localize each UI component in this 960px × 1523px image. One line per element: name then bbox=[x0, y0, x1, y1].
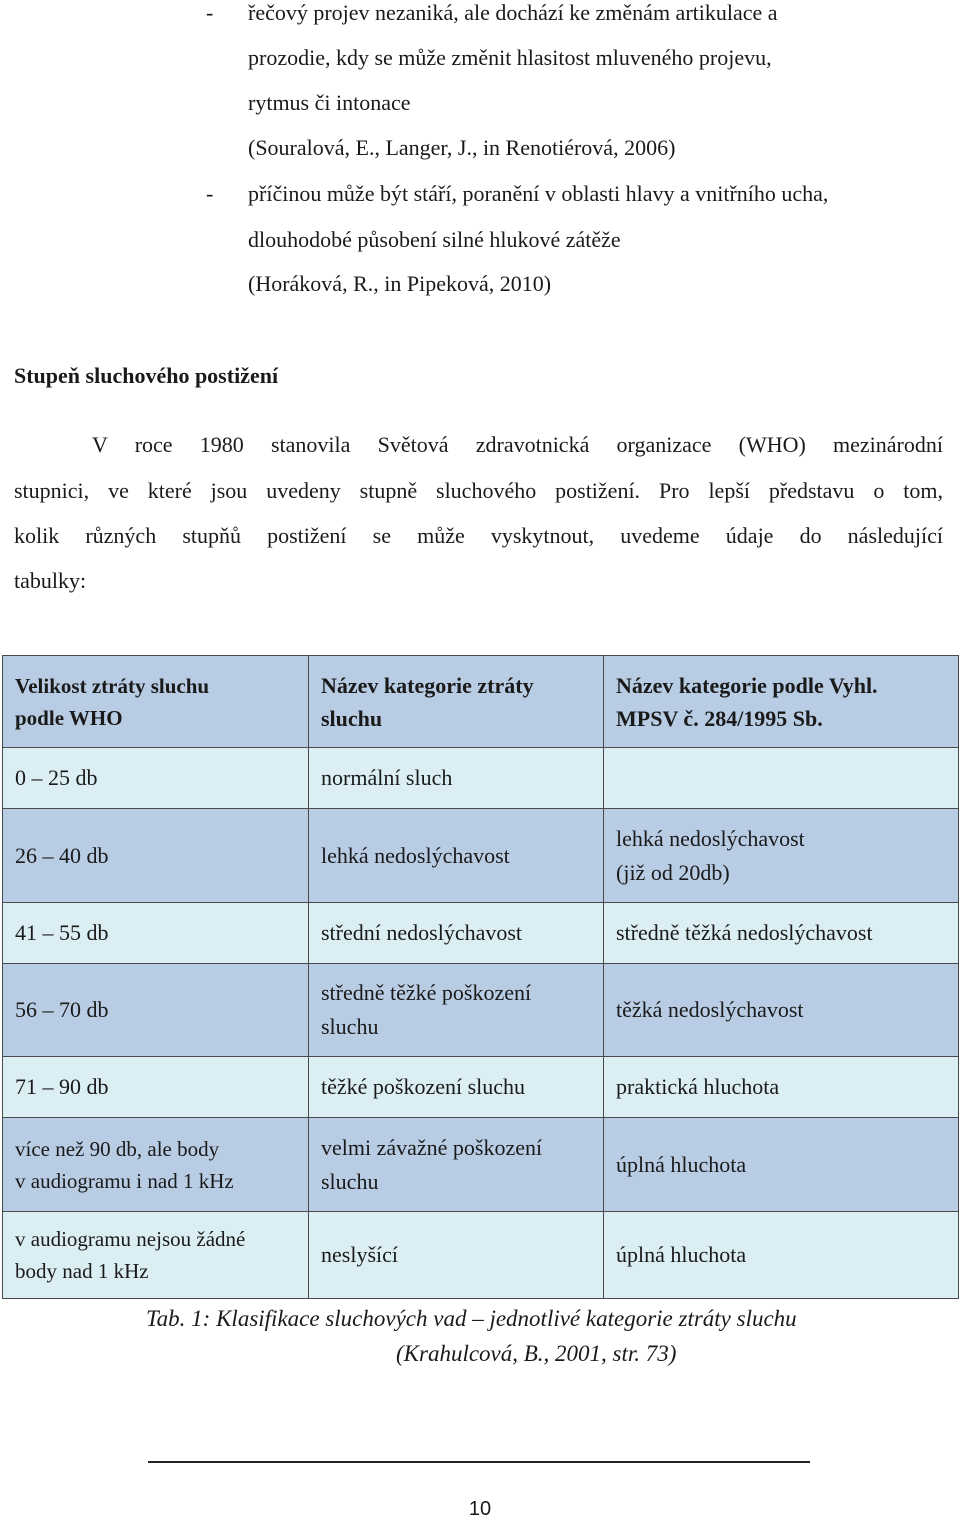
header-line: Název kategorie podle Vyhl. bbox=[616, 672, 878, 698]
header-mpsv-category bbox=[604, 656, 959, 748]
page-number: 10 bbox=[468, 1498, 492, 1520]
table-caption-line-2: (Krahulcová, B., 2001, str. 73) bbox=[396, 1341, 677, 1366]
cell-mpsv-category: středně těžká nedoslýchavost bbox=[604, 903, 959, 964]
table-header-row bbox=[3, 656, 959, 748]
cell-line: středně těžké poškození bbox=[321, 980, 532, 1005]
cell-mpsv-category: úplná hluchota bbox=[604, 1212, 959, 1299]
bullet-1-line-1: řečový projev nezaniká, ale dochází ke změnám artikulace a bbox=[248, 0, 778, 25]
bullet-2-citation: (Horáková, R., in Pipeková, 2010) bbox=[248, 271, 552, 296]
header-line: sluchu bbox=[321, 705, 383, 731]
cell-who-category: střední nedoslýchavost bbox=[309, 903, 604, 964]
paragraph-line: V roce 1980 stanovila Světová zdravotnická organizace (WHO) mezinárodní bbox=[92, 432, 943, 457]
table-caption-line-1: Tab. 1: Klasifikace sluchových vad – jednotlivé kategorie ztráty sluchu bbox=[146, 1306, 797, 1331]
bullet-1-citation: (Souralová, E., Langer, J., in Renotiérová, 2006) bbox=[248, 135, 676, 160]
table-row bbox=[3, 903, 959, 964]
table-row bbox=[3, 748, 959, 809]
cell-loss-range: 0 – 25 db bbox=[3, 748, 309, 809]
cell-mpsv-category bbox=[604, 748, 959, 809]
cell-line: (již od 20db) bbox=[616, 859, 730, 885]
bullet-2-line-1: příčinou může být stáří, poranění v oblasti hlavy a vnitřního ucha, bbox=[248, 181, 829, 206]
table-row bbox=[3, 1118, 959, 1212]
cell-line: sluchu bbox=[321, 1168, 379, 1194]
cell-line: lehká nedoslýchavost bbox=[616, 825, 805, 851]
cell-line: v audiogramu nejsou žádné bbox=[15, 1227, 246, 1251]
header-line: podle WHO bbox=[15, 705, 123, 730]
header-category-name bbox=[309, 656, 604, 748]
cell-loss-range: 41 – 55 db bbox=[3, 903, 309, 964]
cell-mpsv-category bbox=[604, 809, 959, 903]
bullet-dash: - bbox=[206, 181, 214, 206]
table-row bbox=[3, 964, 959, 1057]
bullet-dash: - bbox=[206, 0, 214, 25]
cell-mpsv-category: těžká nedoslýchavost bbox=[604, 964, 959, 1057]
header-who-loss bbox=[3, 656, 309, 748]
bullet-1-line-2: prozodie, kdy se může změnit hlasitost mluveného projevu, bbox=[248, 45, 772, 70]
cell-who-category: normální sluch bbox=[309, 748, 604, 809]
cell-line: v audiogramu i nad 1 kHz bbox=[15, 1168, 234, 1193]
cell-who-category: těžké poškození sluchu bbox=[309, 1057, 604, 1118]
cell-loss-range: 26 – 40 db bbox=[3, 809, 309, 903]
bullet-1-line-3: rytmus či intonace bbox=[248, 90, 411, 115]
cell-loss-range: 56 – 70 db bbox=[3, 964, 309, 1057]
cell-loss-range bbox=[3, 1118, 309, 1212]
header-line: MPSV č. 284/1995 Sb. bbox=[616, 705, 823, 731]
header-line: Název kategorie ztráty bbox=[321, 672, 534, 698]
table-row bbox=[3, 1057, 959, 1118]
cell-mpsv-category: úplná hluchota bbox=[604, 1118, 959, 1212]
cell-who-category: neslyšící bbox=[309, 1212, 604, 1299]
cell-loss-range bbox=[3, 1212, 309, 1299]
hearing-loss-table bbox=[2, 655, 959, 1299]
footer-rule bbox=[148, 1461, 810, 1463]
cell-line: sluchu bbox=[321, 1014, 379, 1039]
table-row bbox=[3, 1212, 959, 1299]
section-heading: Stupeň sluchového postižení bbox=[14, 363, 279, 388]
table-row bbox=[3, 809, 959, 903]
cell-who-category: lehká nedoslýchavost bbox=[309, 809, 604, 903]
paragraph-line: stupnici, ve které jsou uvedeny stupně sluchového postižení. Pro lepší představu o tom, bbox=[14, 478, 943, 503]
cell-loss-range: 71 – 90 db bbox=[3, 1057, 309, 1118]
paragraph-line: kolik různých stupňů postižení se může vyskytnout, uvedeme údaje do následující bbox=[14, 523, 943, 548]
header-line: Velikost ztráty sluchu bbox=[15, 673, 210, 698]
cell-line: velmi závažné poškození bbox=[321, 1134, 543, 1160]
paragraph-line: tabulky: bbox=[14, 568, 87, 593]
cell-line: body nad 1 kHz bbox=[15, 1259, 149, 1283]
cell-line: více než 90 db, ale body bbox=[15, 1136, 220, 1161]
bullet-2-line-2: dlouhodobé působení silné hlukové zátěže bbox=[248, 227, 621, 252]
cell-who-category bbox=[309, 1118, 604, 1212]
cell-who-category bbox=[309, 964, 604, 1057]
cell-mpsv-category: praktická hluchota bbox=[604, 1057, 959, 1118]
